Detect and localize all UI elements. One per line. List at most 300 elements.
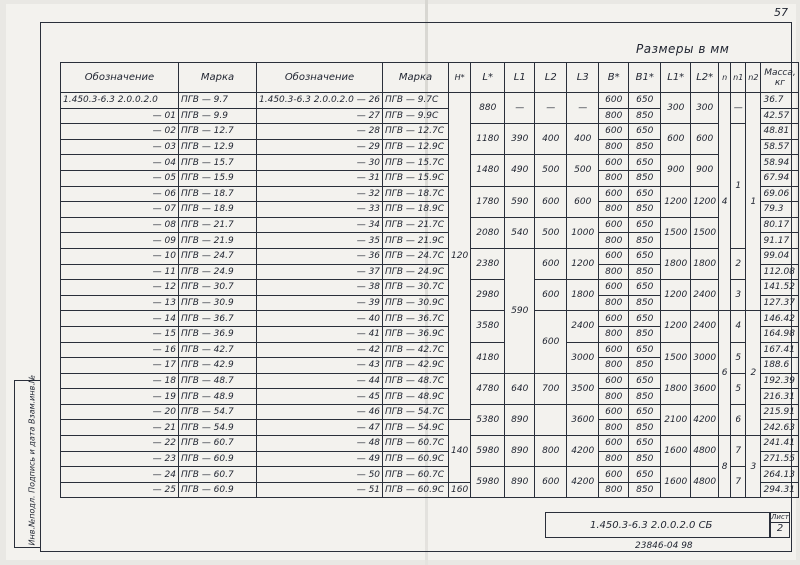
designation-cell: — 41 xyxy=(257,326,383,342)
table-row xyxy=(61,404,799,420)
dimension-cell: 1800 xyxy=(661,248,691,279)
mark-cell: ПГВ — 42.7 xyxy=(179,342,257,358)
dimension-cell: — xyxy=(535,93,567,124)
dimension-cell: 3 xyxy=(731,280,746,311)
mark-cell: ПГВ — 36.7С xyxy=(383,311,449,327)
designation-cell: — 38 xyxy=(257,280,383,296)
dimension-cell: 4200 xyxy=(567,436,599,467)
header-cell: n xyxy=(719,63,731,93)
table-row xyxy=(61,93,799,109)
header-cell: L1 xyxy=(505,63,535,93)
mark-cell: ПГВ — 21.7 xyxy=(179,217,257,233)
width-cell: 650 xyxy=(629,155,661,171)
sheet-label: Лист xyxy=(771,513,789,521)
dimension-cell: 1800 xyxy=(567,280,599,311)
dimension-cell: 2100 xyxy=(661,404,691,435)
mark-cell: ПГВ — 12.7 xyxy=(179,124,257,140)
dimension-cell xyxy=(535,404,567,435)
width-cell: 600 xyxy=(599,373,629,389)
dimension-cell: 2400 xyxy=(691,280,719,311)
table-row xyxy=(61,467,799,483)
width-cell: 850 xyxy=(629,389,661,405)
table-row xyxy=(61,217,799,233)
header-cell: Обозначение xyxy=(61,63,179,93)
dimension-cell: 1200 xyxy=(661,311,691,342)
designation-cell: — 33 xyxy=(257,202,383,218)
mass-cell: 271.55 xyxy=(761,451,799,467)
dimension-cell: 600 xyxy=(567,186,599,217)
width-cell: 600 xyxy=(599,124,629,140)
mass-cell: 91.17 xyxy=(761,233,799,249)
width-cell: 650 xyxy=(629,436,661,452)
mark-cell: ПГВ — 48.7 xyxy=(179,373,257,389)
dimension-cell: 4800 xyxy=(691,467,719,498)
dimension-cell: 1500 xyxy=(661,217,691,248)
dimension-cell: 4800 xyxy=(691,436,719,467)
header-cell: Марка xyxy=(179,63,257,93)
dimension-cell: 1200 xyxy=(661,186,691,217)
mass-cell: 67.94 xyxy=(761,170,799,186)
width-cell: 650 xyxy=(629,342,661,358)
dimension-cell: 600 xyxy=(535,248,567,279)
dimension-cell: 1180 xyxy=(471,124,505,155)
dimension-cell: 890 xyxy=(505,467,535,498)
mass-cell: 36.7 xyxy=(761,93,799,109)
mark-cell: ПГВ — 60.9 xyxy=(179,451,257,467)
dimension-cell: 6 xyxy=(719,311,731,436)
dimension-cell: 1800 xyxy=(691,248,719,279)
mass-cell: 58.57 xyxy=(761,139,799,155)
header-cell: n2 xyxy=(746,63,761,93)
designation-cell: — 35 xyxy=(257,233,383,249)
width-cell: 800 xyxy=(599,295,629,311)
mass-cell: 242.63 xyxy=(761,420,799,436)
dimension-cell: 4 xyxy=(719,93,731,311)
width-cell: 600 xyxy=(599,342,629,358)
header-cell: Масса, кг xyxy=(761,63,799,93)
dimension-cell: 5980 xyxy=(471,436,505,467)
width-cell: 800 xyxy=(599,420,629,436)
dimension-cell: 700 xyxy=(535,373,567,404)
designation-cell: — 23 xyxy=(61,451,179,467)
side-stamp xyxy=(14,374,40,548)
dimension-cell: 1200 xyxy=(661,280,691,311)
dimension-cell: 500 xyxy=(535,217,567,248)
header-cell: L1* xyxy=(661,63,691,93)
width-cell: 800 xyxy=(599,451,629,467)
width-cell: 850 xyxy=(629,358,661,374)
designation-cell: — 24 xyxy=(61,467,179,483)
dimension-cell: — xyxy=(731,93,746,124)
dimension-cell: 2080 xyxy=(471,217,505,248)
width-cell: 800 xyxy=(599,202,629,218)
mass-cell: 164.98 xyxy=(761,326,799,342)
sheet-box xyxy=(770,512,790,538)
designation-cell: — 04 xyxy=(61,155,179,171)
dimension-cell: 3000 xyxy=(567,342,599,373)
dimension-cell: 390 xyxy=(505,124,535,155)
mass-cell: 192.39 xyxy=(761,373,799,389)
designation-cell: — 34 xyxy=(257,217,383,233)
designation-cell: — 13 xyxy=(61,295,179,311)
header-cell: Марка xyxy=(383,63,449,93)
dimension-cell: 880 xyxy=(471,93,505,124)
specification-table xyxy=(60,62,799,498)
table-header-row xyxy=(61,63,799,93)
mark-cell: ПГВ — 12.9С xyxy=(383,139,449,155)
designation-cell: 1.450.3-6.3 2.0.0.2.0 xyxy=(61,93,179,109)
dimension-cell: 4 xyxy=(731,311,746,342)
width-cell: 600 xyxy=(599,217,629,233)
width-cell: 650 xyxy=(629,93,661,109)
dimension-cell: 3 xyxy=(746,436,761,498)
dimension-cell: 400 xyxy=(567,124,599,155)
dimension-cell: 120 xyxy=(449,93,471,420)
dimension-cell: 900 xyxy=(661,155,691,186)
mark-cell: ПГВ — 54.7С xyxy=(383,404,449,420)
mark-cell: ПГВ — 42.7С xyxy=(383,342,449,358)
designation-cell: — 18 xyxy=(61,373,179,389)
designation-cell: — 17 xyxy=(61,358,179,374)
mark-cell: ПГВ — 60.7С xyxy=(383,467,449,483)
header-cell: L2* xyxy=(691,63,719,93)
mark-cell: ПГВ — 42.9 xyxy=(179,358,257,374)
mark-cell: ПГВ — 54.7 xyxy=(179,404,257,420)
designation-cell: — 27 xyxy=(257,108,383,124)
dimension-cell: 2980 xyxy=(471,280,505,311)
dimension-cell: 4780 xyxy=(471,373,505,404)
width-cell: 650 xyxy=(629,373,661,389)
width-cell: 600 xyxy=(599,248,629,264)
designation-cell: — 46 xyxy=(257,404,383,420)
dimension-cell: 1800 xyxy=(661,373,691,404)
width-cell: 600 xyxy=(599,436,629,452)
dimension-cell: 160 xyxy=(449,482,471,498)
mark-cell: ПГВ — 24.7С xyxy=(383,248,449,264)
designation-cell: — 09 xyxy=(61,233,179,249)
mark-cell: ПГВ — 18.7С xyxy=(383,186,449,202)
mass-cell: 215.91 xyxy=(761,404,799,420)
dimension-cell: 4200 xyxy=(567,467,599,498)
table-row xyxy=(61,436,799,452)
designation-cell: — 19 xyxy=(61,389,179,405)
mark-cell: ПГВ — 15.7С xyxy=(383,155,449,171)
dimension-cell: 5 xyxy=(731,373,746,404)
width-cell: 850 xyxy=(629,264,661,280)
designation-cell: — 05 xyxy=(61,170,179,186)
mark-cell: ПГВ — 24.9 xyxy=(179,264,257,280)
dimension-cell: 1600 xyxy=(661,467,691,498)
width-cell: 800 xyxy=(599,326,629,342)
designation-cell: — 21 xyxy=(61,420,179,436)
dimensions-caption: Размеры в мм xyxy=(636,42,730,56)
side-stamp-text: Инв.№подл. Подпись и дата Взам.инв.№ xyxy=(27,374,37,546)
header-cell: H* xyxy=(449,63,471,93)
designation-cell: — 11 xyxy=(61,264,179,280)
dimension-cell: 590 xyxy=(505,248,535,373)
width-cell: 600 xyxy=(599,93,629,109)
mark-cell: ПГВ — 60.7 xyxy=(179,436,257,452)
mass-cell: 42.57 xyxy=(761,108,799,124)
width-cell: 650 xyxy=(629,280,661,296)
designation-cell: — 15 xyxy=(61,326,179,342)
mark-cell: ПГВ — 18.9 xyxy=(179,202,257,218)
dimension-cell: 5 xyxy=(731,342,746,373)
dimension-cell: 5380 xyxy=(471,404,505,435)
dimension-cell: 1500 xyxy=(661,342,691,373)
designation-cell: — 20 xyxy=(61,404,179,420)
dimension-cell: 1 xyxy=(746,93,761,311)
mark-cell: ПГВ — 30.9 xyxy=(179,295,257,311)
dimension-cell: — xyxy=(567,93,599,124)
mark-cell: ПГВ — 21.9 xyxy=(179,233,257,249)
mark-cell: ПГВ — 48.9С xyxy=(383,389,449,405)
width-cell: 800 xyxy=(599,264,629,280)
dimension-cell: 2400 xyxy=(567,311,599,342)
width-cell: 800 xyxy=(599,233,629,249)
mass-cell: 141.52 xyxy=(761,280,799,296)
width-cell: 850 xyxy=(629,139,661,155)
dimension-cell: 5980 xyxy=(471,467,505,498)
width-cell: 850 xyxy=(629,202,661,218)
dimension-cell: 1480 xyxy=(471,155,505,186)
dimension-cell: 540 xyxy=(505,217,535,248)
width-cell: 600 xyxy=(599,155,629,171)
document-designation: 1.450.3-6.3 2.0.0.2.0 СБ xyxy=(590,520,713,531)
mark-cell: ПГВ — 21.7С xyxy=(383,217,449,233)
dimension-cell: 500 xyxy=(567,155,599,186)
dimension-cell: 2 xyxy=(746,311,761,436)
dimension-cell: 600 xyxy=(535,280,567,311)
width-cell: 650 xyxy=(629,248,661,264)
designation-cell: — 48 xyxy=(257,436,383,452)
width-cell: 600 xyxy=(599,311,629,327)
mark-cell: ПГВ — 15.7 xyxy=(179,155,257,171)
dimension-cell: 400 xyxy=(535,124,567,155)
width-cell: 850 xyxy=(629,451,661,467)
mass-cell: 264.13 xyxy=(761,467,799,483)
mark-cell: ПГВ — 15.9 xyxy=(179,170,257,186)
mark-cell: ПГВ — 24.7 xyxy=(179,248,257,264)
dimension-cell: 1600 xyxy=(661,436,691,467)
designation-cell: — 49 xyxy=(257,451,383,467)
header-cell: n1 xyxy=(731,63,746,93)
mass-cell: 69.06 xyxy=(761,186,799,202)
designation-cell: — 02 xyxy=(61,124,179,140)
dimension-cell: 7 xyxy=(731,467,746,498)
dimension-cell: 7 xyxy=(731,436,746,467)
designation-cell: — 14 xyxy=(61,311,179,327)
width-cell: 600 xyxy=(599,467,629,483)
dimension-cell: 600 xyxy=(661,124,691,155)
mark-cell: ПГВ — 30.9С xyxy=(383,295,449,311)
width-cell: 800 xyxy=(599,358,629,374)
dimension-cell: 2400 xyxy=(691,311,719,342)
mark-cell: ПГВ — 36.9 xyxy=(179,326,257,342)
mass-cell: 99.04 xyxy=(761,248,799,264)
dimension-cell: 140 xyxy=(449,420,471,482)
width-cell: 800 xyxy=(599,170,629,186)
dimension-cell: 3580 xyxy=(471,311,505,342)
mark-cell: ПГВ — 60.7 xyxy=(179,467,257,483)
dimension-cell: 1780 xyxy=(471,186,505,217)
mark-cell: ПГВ — 9.9 xyxy=(179,108,257,124)
width-cell: 650 xyxy=(629,311,661,327)
dimension-cell: 590 xyxy=(505,186,535,217)
designation-cell: — 29 xyxy=(257,139,383,155)
mark-cell: ПГВ — 9.7 xyxy=(179,93,257,109)
mark-cell: ПГВ — 30.7С xyxy=(383,280,449,296)
mass-cell: 167.41 xyxy=(761,342,799,358)
designation-cell: — 12 xyxy=(61,280,179,296)
mark-cell: ПГВ — 15.9С xyxy=(383,170,449,186)
mass-cell: 294.31 xyxy=(761,482,799,498)
width-cell: 850 xyxy=(629,233,661,249)
page-number: 57 xyxy=(774,6,788,19)
dimension-cell: 600 xyxy=(535,186,567,217)
mass-cell: 80.17 xyxy=(761,217,799,233)
mark-cell: ПГВ — 60.9 xyxy=(179,482,257,498)
header-cell: L2 xyxy=(535,63,567,93)
mark-cell: ПГВ — 12.9 xyxy=(179,139,257,155)
mark-cell: ПГВ — 24.9С xyxy=(383,264,449,280)
designation-cell: — 37 xyxy=(257,264,383,280)
width-cell: 850 xyxy=(629,482,661,498)
table-row xyxy=(61,373,799,389)
dimension-cell: 600 xyxy=(691,124,719,155)
width-cell: 800 xyxy=(599,482,629,498)
dimension-cell: 4200 xyxy=(691,404,719,435)
mark-cell: ПГВ — 12.7С xyxy=(383,124,449,140)
mark-cell: ПГВ — 54.9 xyxy=(179,420,257,436)
width-cell: 650 xyxy=(629,186,661,202)
mass-cell: 48.81 xyxy=(761,124,799,140)
designation-cell: — 30 xyxy=(257,155,383,171)
dimension-cell: 1 xyxy=(731,124,746,249)
header-cell: L* xyxy=(471,63,505,93)
mass-cell: 58.94 xyxy=(761,155,799,171)
mark-cell: ПГВ — 60.9С xyxy=(383,482,449,498)
designation-cell: — 51 xyxy=(257,482,383,498)
dimension-cell: 1500 xyxy=(691,217,719,248)
mark-cell: ПГВ — 9.9С xyxy=(383,108,449,124)
mark-cell: ПГВ — 48.7С xyxy=(383,373,449,389)
mark-cell: ПГВ — 36.9С xyxy=(383,326,449,342)
dimension-cell: 1000 xyxy=(567,217,599,248)
designation-cell: — 28 xyxy=(257,124,383,140)
mass-cell: 146.42 xyxy=(761,311,799,327)
dimension-cell: 3000 xyxy=(691,342,719,373)
designation-cell: — 31 xyxy=(257,170,383,186)
designation-cell: — 43 xyxy=(257,358,383,374)
table-row xyxy=(61,124,799,140)
designation-cell: — 01 xyxy=(61,108,179,124)
mass-cell: 112.08 xyxy=(761,264,799,280)
table-row xyxy=(61,311,799,327)
width-cell: 600 xyxy=(599,280,629,296)
designation-cell: — 32 xyxy=(257,186,383,202)
width-cell: 650 xyxy=(629,217,661,233)
mark-cell: ПГВ — 60.9С xyxy=(383,451,449,467)
table-row xyxy=(61,280,799,296)
table-row xyxy=(61,155,799,171)
designation-cell: — 07 xyxy=(61,202,179,218)
mark-cell: ПГВ — 9.7С xyxy=(383,93,449,109)
dimension-cell: 3500 xyxy=(567,373,599,404)
width-cell: 850 xyxy=(629,170,661,186)
dimension-cell: 1200 xyxy=(567,248,599,279)
dimension-cell: 600 xyxy=(535,311,567,373)
width-cell: 800 xyxy=(599,139,629,155)
mass-cell: 127.37 xyxy=(761,295,799,311)
designation-cell: — 25 xyxy=(61,482,179,498)
mark-cell: ПГВ — 42.9С xyxy=(383,358,449,374)
width-cell: 850 xyxy=(629,326,661,342)
dimension-cell: 3600 xyxy=(691,373,719,404)
width-cell: 600 xyxy=(599,186,629,202)
title-block xyxy=(545,512,770,538)
dimension-cell: 600 xyxy=(535,467,567,498)
table-row xyxy=(61,248,799,264)
dimension-cell: 800 xyxy=(535,436,567,467)
designation-cell: — 16 xyxy=(61,342,179,358)
designation-cell: — 40 xyxy=(257,311,383,327)
dimension-cell: 3600 xyxy=(567,404,599,435)
mass-cell: 188.6 xyxy=(761,358,799,374)
header-cell: Обозначение xyxy=(257,63,383,93)
inventory-number: 23846-04 98 xyxy=(635,541,693,551)
mark-cell: ПГВ — 48.9 xyxy=(179,389,257,405)
designation-cell: — 50 xyxy=(257,467,383,483)
mark-cell: ПГВ — 60.7С xyxy=(383,436,449,452)
width-cell: 650 xyxy=(629,467,661,483)
designation-cell: — 45 xyxy=(257,389,383,405)
header-cell: B* xyxy=(599,63,629,93)
designation-cell: — 08 xyxy=(61,217,179,233)
dimension-cell: 2380 xyxy=(471,248,505,279)
dimension-cell: 900 xyxy=(691,155,719,186)
sheet-number: 2 xyxy=(776,523,784,534)
width-cell: 800 xyxy=(599,389,629,405)
width-cell: 650 xyxy=(629,124,661,140)
width-cell: 850 xyxy=(629,108,661,124)
mark-cell: ПГВ — 18.7 xyxy=(179,186,257,202)
dimension-cell: 300 xyxy=(691,93,719,124)
mark-cell: ПГВ — 54.9С xyxy=(383,420,449,436)
width-cell: 650 xyxy=(629,404,661,420)
mass-cell: 79.3 xyxy=(761,202,799,218)
dimension-cell: 8 xyxy=(719,436,731,498)
designation-cell: — 36 xyxy=(257,248,383,264)
dimension-cell: 6 xyxy=(731,404,746,435)
mass-cell: 241.41 xyxy=(761,436,799,452)
width-cell: 600 xyxy=(599,404,629,420)
mark-cell: ПГВ — 30.7 xyxy=(179,280,257,296)
mark-cell: ПГВ — 21.9С xyxy=(383,233,449,249)
mass-cell: 216.31 xyxy=(761,389,799,405)
width-cell: 850 xyxy=(629,295,661,311)
mark-cell: ПГВ — 36.7 xyxy=(179,311,257,327)
dimension-cell: — xyxy=(505,93,535,124)
dimension-cell: 500 xyxy=(535,155,567,186)
dimension-cell: 4180 xyxy=(471,342,505,373)
dimension-cell: 2 xyxy=(731,248,746,279)
designation-cell: — 47 xyxy=(257,420,383,436)
mark-cell: ПГВ — 18.9С xyxy=(383,202,449,218)
dimension-cell: 300 xyxy=(661,93,691,124)
designation-cell: — 03 xyxy=(61,139,179,155)
dimension-cell: 640 xyxy=(505,373,535,404)
